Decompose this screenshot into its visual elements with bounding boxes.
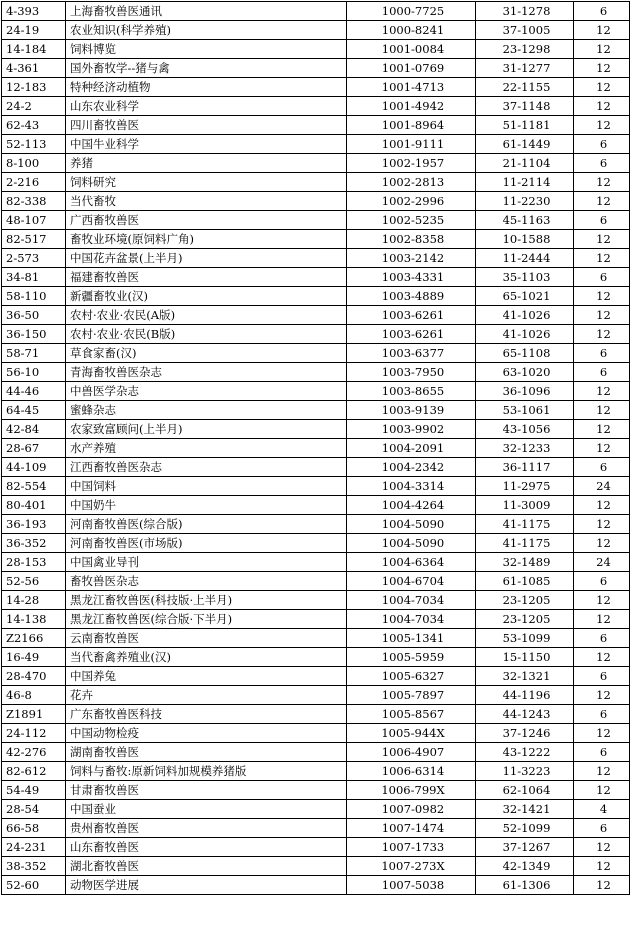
table-row: [2, 192, 630, 211]
issn-cell: 1007-1733: [347, 838, 476, 857]
postal-code-cell: 4-393: [2, 2, 66, 21]
postal-code-cell: 4-361: [2, 59, 66, 78]
issn-cell: 1003-4889: [347, 287, 476, 306]
periodical-title-cell: 黑龙江畜牧兽医(科技版·上半月): [66, 591, 347, 610]
postal-code-cell: 36-50: [2, 306, 66, 325]
issn-cell: 1000-8241: [347, 21, 476, 40]
issues-per-year-cell: 12: [574, 40, 630, 59]
table-row: [2, 838, 630, 857]
postal-code-cell: 52-56: [2, 572, 66, 591]
periodical-title-cell: 动物医学进展: [66, 876, 347, 895]
table-row: [2, 211, 630, 230]
cn-number-cell: 63-1020: [476, 363, 574, 382]
periodical-title-cell: 农村·农业·农民(A版): [66, 306, 347, 325]
cn-number-cell: 32-1321: [476, 667, 574, 686]
table-row: [2, 268, 630, 287]
issues-per-year-cell: 4: [574, 800, 630, 819]
issn-cell: 1004-6364: [347, 553, 476, 572]
table-row: [2, 344, 630, 363]
periodical-title-cell: 福建畜牧兽医: [66, 268, 347, 287]
cn-number-cell: 36-1117: [476, 458, 574, 477]
cn-number-cell: 31-1277: [476, 59, 574, 78]
table-row: [2, 857, 630, 876]
issues-per-year-cell: 12: [574, 287, 630, 306]
periodical-title-cell: 蜜蜂杂志: [66, 401, 347, 420]
postal-code-cell: 44-46: [2, 382, 66, 401]
cn-number-cell: 43-1056: [476, 420, 574, 439]
table-row: [2, 306, 630, 325]
periodical-title-cell: 水产养殖: [66, 439, 347, 458]
cn-number-cell: 11-2975: [476, 477, 574, 496]
periodical-title-cell: 中国养兔: [66, 667, 347, 686]
table-row: [2, 230, 630, 249]
cn-number-cell: 35-1103: [476, 268, 574, 287]
periodical-title-cell: 湖北畜牧兽医: [66, 857, 347, 876]
issues-per-year-cell: 6: [574, 268, 630, 287]
cn-number-cell: 37-1148: [476, 97, 574, 116]
issues-per-year-cell: 6: [574, 819, 630, 838]
issn-cell: 1007-0982: [347, 800, 476, 819]
cn-number-cell: 52-1099: [476, 819, 574, 838]
cn-number-cell: 23-1298: [476, 40, 574, 59]
issues-per-year-cell: 12: [574, 325, 630, 344]
issues-per-year-cell: 12: [574, 610, 630, 629]
postal-code-cell: 14-138: [2, 610, 66, 629]
issn-cell: 1004-5090: [347, 534, 476, 553]
table-row: [2, 705, 630, 724]
table-row: [2, 458, 630, 477]
table-row: [2, 553, 630, 572]
periodical-title-cell: 养猪: [66, 154, 347, 173]
table-row: [2, 2, 630, 21]
issn-cell: 1002-2813: [347, 173, 476, 192]
issues-per-year-cell: 6: [574, 743, 630, 762]
cn-number-cell: 61-1449: [476, 135, 574, 154]
periodical-title-cell: 黑龙江畜牧兽医(综合版·下半月): [66, 610, 347, 629]
issues-per-year-cell: 6: [574, 344, 630, 363]
postal-code-cell: 2-216: [2, 173, 66, 192]
issn-cell: 1003-9139: [347, 401, 476, 420]
periodical-title-cell: 上海畜牧兽医通讯: [66, 2, 347, 21]
periodical-title-cell: 青海畜牧兽医杂志: [66, 363, 347, 382]
postal-code-cell: 28-470: [2, 667, 66, 686]
periodical-title-cell: 草食家畜(汉): [66, 344, 347, 363]
issues-per-year-cell: 12: [574, 249, 630, 268]
issn-cell: 1006-799X: [347, 781, 476, 800]
table-row: [2, 781, 630, 800]
issn-cell: 1006-6314: [347, 762, 476, 781]
periodical-title-cell: 山东农业科学: [66, 97, 347, 116]
cn-number-cell: 22-1155: [476, 78, 574, 97]
cn-number-cell: 11-2230: [476, 192, 574, 211]
issn-cell: 1002-2996: [347, 192, 476, 211]
cn-number-cell: 41-1026: [476, 325, 574, 344]
table-row: [2, 724, 630, 743]
cn-number-cell: 44-1196: [476, 686, 574, 705]
postal-code-cell: 46-8: [2, 686, 66, 705]
issues-per-year-cell: 12: [574, 534, 630, 553]
issues-per-year-cell: 6: [574, 154, 630, 173]
issn-cell: 1007-5038: [347, 876, 476, 895]
periodical-title-cell: 广东畜牧兽医科技: [66, 705, 347, 724]
cn-number-cell: 65-1108: [476, 344, 574, 363]
cn-number-cell: 41-1175: [476, 515, 574, 534]
periodical-title-cell: 贵州畜牧兽医: [66, 819, 347, 838]
cn-number-cell: 21-1104: [476, 154, 574, 173]
postal-code-cell: 64-45: [2, 401, 66, 420]
issn-cell: 1001-9111: [347, 135, 476, 154]
issn-cell: 1001-4713: [347, 78, 476, 97]
periodical-title-cell: 特种经济动植物: [66, 78, 347, 97]
periodicals-table-body: [2, 2, 630, 895]
cn-number-cell: 45-1163: [476, 211, 574, 230]
issues-per-year-cell: 6: [574, 211, 630, 230]
periodical-title-cell: 广西畜牧兽医: [66, 211, 347, 230]
cn-number-cell: 61-1306: [476, 876, 574, 895]
cn-number-cell: 53-1061: [476, 401, 574, 420]
postal-code-cell: Z2166: [2, 629, 66, 648]
postal-code-cell: 48-107: [2, 211, 66, 230]
issues-per-year-cell: 12: [574, 192, 630, 211]
issn-cell: 1003-4331: [347, 268, 476, 287]
table-row: [2, 135, 630, 154]
cn-number-cell: 41-1026: [476, 306, 574, 325]
periodical-title-cell: 河南畜牧兽医(综合版): [66, 515, 347, 534]
postal-code-cell: 24-2: [2, 97, 66, 116]
table-row: [2, 496, 630, 515]
periodical-title-cell: 甘肃畜牧兽医: [66, 781, 347, 800]
postal-code-cell: 28-67: [2, 439, 66, 458]
issues-per-year-cell: 12: [574, 116, 630, 135]
table-row: [2, 420, 630, 439]
issues-per-year-cell: 12: [574, 496, 630, 515]
postal-code-cell: 62-43: [2, 116, 66, 135]
issues-per-year-cell: 12: [574, 648, 630, 667]
issn-cell: 1004-7034: [347, 610, 476, 629]
table-row: [2, 401, 630, 420]
issues-per-year-cell: 12: [574, 97, 630, 116]
table-row: [2, 59, 630, 78]
postal-code-cell: 82-338: [2, 192, 66, 211]
issn-cell: 1001-0084: [347, 40, 476, 59]
table-row: [2, 572, 630, 591]
periodical-title-cell: 新疆畜牧业(汉): [66, 287, 347, 306]
postal-code-cell: 66-58: [2, 819, 66, 838]
table-row: [2, 78, 630, 97]
issues-per-year-cell: 6: [574, 705, 630, 724]
cn-number-cell: 43-1222: [476, 743, 574, 762]
table-row: [2, 534, 630, 553]
postal-code-cell: 52-113: [2, 135, 66, 154]
issn-cell: 1005-5959: [347, 648, 476, 667]
cn-number-cell: 42-1349: [476, 857, 574, 876]
cn-number-cell: 37-1267: [476, 838, 574, 857]
issues-per-year-cell: 12: [574, 173, 630, 192]
issn-cell: 1000-7725: [347, 2, 476, 21]
cn-number-cell: 61-1085: [476, 572, 574, 591]
periodical-title-cell: 中国禽业导刊: [66, 553, 347, 572]
cn-number-cell: 53-1099: [476, 629, 574, 648]
issn-cell: 1002-8358: [347, 230, 476, 249]
periodicals-table: [1, 1, 630, 895]
issues-per-year-cell: 6: [574, 363, 630, 382]
table-row: [2, 382, 630, 401]
issn-cell: 1005-8567: [347, 705, 476, 724]
issues-per-year-cell: 6: [574, 135, 630, 154]
postal-code-cell: 36-193: [2, 515, 66, 534]
periodical-title-cell: 饲料研究: [66, 173, 347, 192]
table-row: [2, 667, 630, 686]
postal-code-cell: 28-153: [2, 553, 66, 572]
postal-code-cell: 34-81: [2, 268, 66, 287]
issn-cell: 1005-6327: [347, 667, 476, 686]
cn-number-cell: 11-3223: [476, 762, 574, 781]
table-row: [2, 591, 630, 610]
cn-number-cell: 23-1205: [476, 610, 574, 629]
postal-code-cell: 44-109: [2, 458, 66, 477]
issues-per-year-cell: 24: [574, 553, 630, 572]
postal-code-cell: 28-54: [2, 800, 66, 819]
periodical-title-cell: 河南畜牧兽医(市场版): [66, 534, 347, 553]
issn-cell: 1007-273X: [347, 857, 476, 876]
periodical-title-cell: 中国牛业科学: [66, 135, 347, 154]
issues-per-year-cell: 6: [574, 629, 630, 648]
issues-per-year-cell: 12: [574, 21, 630, 40]
issues-per-year-cell: 12: [574, 591, 630, 610]
issues-per-year-cell: 12: [574, 78, 630, 97]
issn-cell: 1005-944X: [347, 724, 476, 743]
issn-cell: 1001-8964: [347, 116, 476, 135]
issues-per-year-cell: 24: [574, 477, 630, 496]
issues-per-year-cell: 12: [574, 420, 630, 439]
issn-cell: 1004-3314: [347, 477, 476, 496]
cn-number-cell: 32-1421: [476, 800, 574, 819]
issues-per-year-cell: 12: [574, 230, 630, 249]
postal-code-cell: 38-352: [2, 857, 66, 876]
issn-cell: 1003-6377: [347, 344, 476, 363]
issn-cell: 1003-8655: [347, 382, 476, 401]
postal-code-cell: 24-19: [2, 21, 66, 40]
periodical-title-cell: 饲料与畜牧:原新饲料加规模养猪版: [66, 762, 347, 781]
cn-number-cell: 15-1150: [476, 648, 574, 667]
periodical-title-cell: 花卉: [66, 686, 347, 705]
cn-number-cell: 36-1096: [476, 382, 574, 401]
periodical-title-cell: 云南畜牧兽医: [66, 629, 347, 648]
table-row: [2, 477, 630, 496]
postal-code-cell: 8-100: [2, 154, 66, 173]
issn-cell: 1001-0769: [347, 59, 476, 78]
issn-cell: 1003-9902: [347, 420, 476, 439]
table-row: [2, 21, 630, 40]
table-row: [2, 686, 630, 705]
cn-number-cell: 31-1278: [476, 2, 574, 21]
postal-code-cell: 82-517: [2, 230, 66, 249]
issn-cell: 1004-5090: [347, 515, 476, 534]
postal-code-cell: 58-110: [2, 287, 66, 306]
table-row: [2, 363, 630, 382]
issues-per-year-cell: 6: [574, 667, 630, 686]
issues-per-year-cell: 12: [574, 306, 630, 325]
issn-cell: 1004-6704: [347, 572, 476, 591]
issues-per-year-cell: 12: [574, 857, 630, 876]
cn-number-cell: 51-1181: [476, 116, 574, 135]
table-row: [2, 325, 630, 344]
cn-number-cell: 32-1489: [476, 553, 574, 572]
issn-cell: 1005-7897: [347, 686, 476, 705]
postal-code-cell: Z1891: [2, 705, 66, 724]
postal-code-cell: 82-554: [2, 477, 66, 496]
issues-per-year-cell: 12: [574, 876, 630, 895]
issues-per-year-cell: 12: [574, 838, 630, 857]
issn-cell: 1004-4264: [347, 496, 476, 515]
table-row: [2, 249, 630, 268]
issn-cell: 1003-7950: [347, 363, 476, 382]
cn-number-cell: 32-1233: [476, 439, 574, 458]
issues-per-year-cell: 12: [574, 382, 630, 401]
issues-per-year-cell: 12: [574, 762, 630, 781]
periodical-title-cell: 农村·农业·农民(B版): [66, 325, 347, 344]
issn-cell: 1005-1341: [347, 629, 476, 648]
issn-cell: 1004-2091: [347, 439, 476, 458]
periodical-title-cell: 中国奶牛: [66, 496, 347, 515]
cn-number-cell: 11-3009: [476, 496, 574, 515]
issn-cell: 1002-1957: [347, 154, 476, 173]
cn-number-cell: 37-1246: [476, 724, 574, 743]
issn-cell: 1003-6261: [347, 306, 476, 325]
issues-per-year-cell: 12: [574, 439, 630, 458]
table-row: [2, 876, 630, 895]
table-row: [2, 439, 630, 458]
table-row: [2, 800, 630, 819]
postal-code-cell: 14-28: [2, 591, 66, 610]
postal-code-cell: 80-401: [2, 496, 66, 515]
issn-cell: 1002-5235: [347, 211, 476, 230]
issues-per-year-cell: 6: [574, 572, 630, 591]
issues-per-year-cell: 6: [574, 458, 630, 477]
periodical-title-cell: 中国饲料: [66, 477, 347, 496]
postal-code-cell: 16-49: [2, 648, 66, 667]
issn-cell: 1003-6261: [347, 325, 476, 344]
cn-number-cell: 62-1064: [476, 781, 574, 800]
periodical-title-cell: 国外畜牧学--猪与禽: [66, 59, 347, 78]
issn-cell: 1006-4907: [347, 743, 476, 762]
issues-per-year-cell: 12: [574, 686, 630, 705]
periodical-title-cell: 中国动物检疫: [66, 724, 347, 743]
cn-number-cell: 11-2444: [476, 249, 574, 268]
table-row: [2, 648, 630, 667]
periodical-title-cell: 中国花卉盆景(上半月): [66, 249, 347, 268]
issn-cell: 1007-1474: [347, 819, 476, 838]
table-row: [2, 116, 630, 135]
issn-cell: 1004-7034: [347, 591, 476, 610]
periodical-title-cell: 当代畜牧: [66, 192, 347, 211]
postal-code-cell: 42-84: [2, 420, 66, 439]
postal-code-cell: 56-10: [2, 363, 66, 382]
cn-number-cell: 44-1243: [476, 705, 574, 724]
periodical-title-cell: 四川畜牧兽医: [66, 116, 347, 135]
cn-number-cell: 65-1021: [476, 287, 574, 306]
table-row: [2, 610, 630, 629]
periodical-title-cell: 畜牧业环境(原饲料广角): [66, 230, 347, 249]
table-row: [2, 515, 630, 534]
postal-code-cell: 54-49: [2, 781, 66, 800]
periodical-title-cell: 山东畜牧兽医: [66, 838, 347, 857]
table-row: [2, 762, 630, 781]
periodical-title-cell: 当代畜禽养殖业(汉): [66, 648, 347, 667]
issues-per-year-cell: 12: [574, 401, 630, 420]
periodical-title-cell: 农业知识(科学养殖): [66, 21, 347, 40]
periodical-title-cell: 饲料博览: [66, 40, 347, 59]
periodical-title-cell: 农家致富顾问(上半月): [66, 420, 347, 439]
postal-code-cell: 36-150: [2, 325, 66, 344]
table-row: [2, 743, 630, 762]
cn-number-cell: 37-1005: [476, 21, 574, 40]
postal-code-cell: 2-573: [2, 249, 66, 268]
issues-per-year-cell: 12: [574, 781, 630, 800]
cn-number-cell: 41-1175: [476, 534, 574, 553]
postal-code-cell: 24-112: [2, 724, 66, 743]
postal-code-cell: 82-612: [2, 762, 66, 781]
issues-per-year-cell: 6: [574, 2, 630, 21]
postal-code-cell: 52-60: [2, 876, 66, 895]
periodical-title-cell: 湖南畜牧兽医: [66, 743, 347, 762]
table-row: [2, 97, 630, 116]
issues-per-year-cell: 12: [574, 724, 630, 743]
table-row: [2, 40, 630, 59]
postal-code-cell: 14-184: [2, 40, 66, 59]
table-row: [2, 287, 630, 306]
issn-cell: 1001-4942: [347, 97, 476, 116]
issn-cell: 1003-2142: [347, 249, 476, 268]
issues-per-year-cell: 12: [574, 59, 630, 78]
issn-cell: 1004-2342: [347, 458, 476, 477]
periodical-title-cell: 中兽医学杂志: [66, 382, 347, 401]
postal-code-cell: 24-231: [2, 838, 66, 857]
periodical-title-cell: 中国蚕业: [66, 800, 347, 819]
periodical-title-cell: 江西畜牧兽医杂志: [66, 458, 347, 477]
issues-per-year-cell: 12: [574, 515, 630, 534]
postal-code-cell: 42-276: [2, 743, 66, 762]
cn-number-cell: 10-1588: [476, 230, 574, 249]
postal-code-cell: 36-352: [2, 534, 66, 553]
table-row: [2, 819, 630, 838]
periodical-title-cell: 畜牧兽医杂志: [66, 572, 347, 591]
table-row: [2, 173, 630, 192]
table-row: [2, 629, 630, 648]
cn-number-cell: 23-1205: [476, 591, 574, 610]
postal-code-cell: 12-183: [2, 78, 66, 97]
table-row: [2, 154, 630, 173]
postal-code-cell: 58-71: [2, 344, 66, 363]
cn-number-cell: 11-2114: [476, 173, 574, 192]
